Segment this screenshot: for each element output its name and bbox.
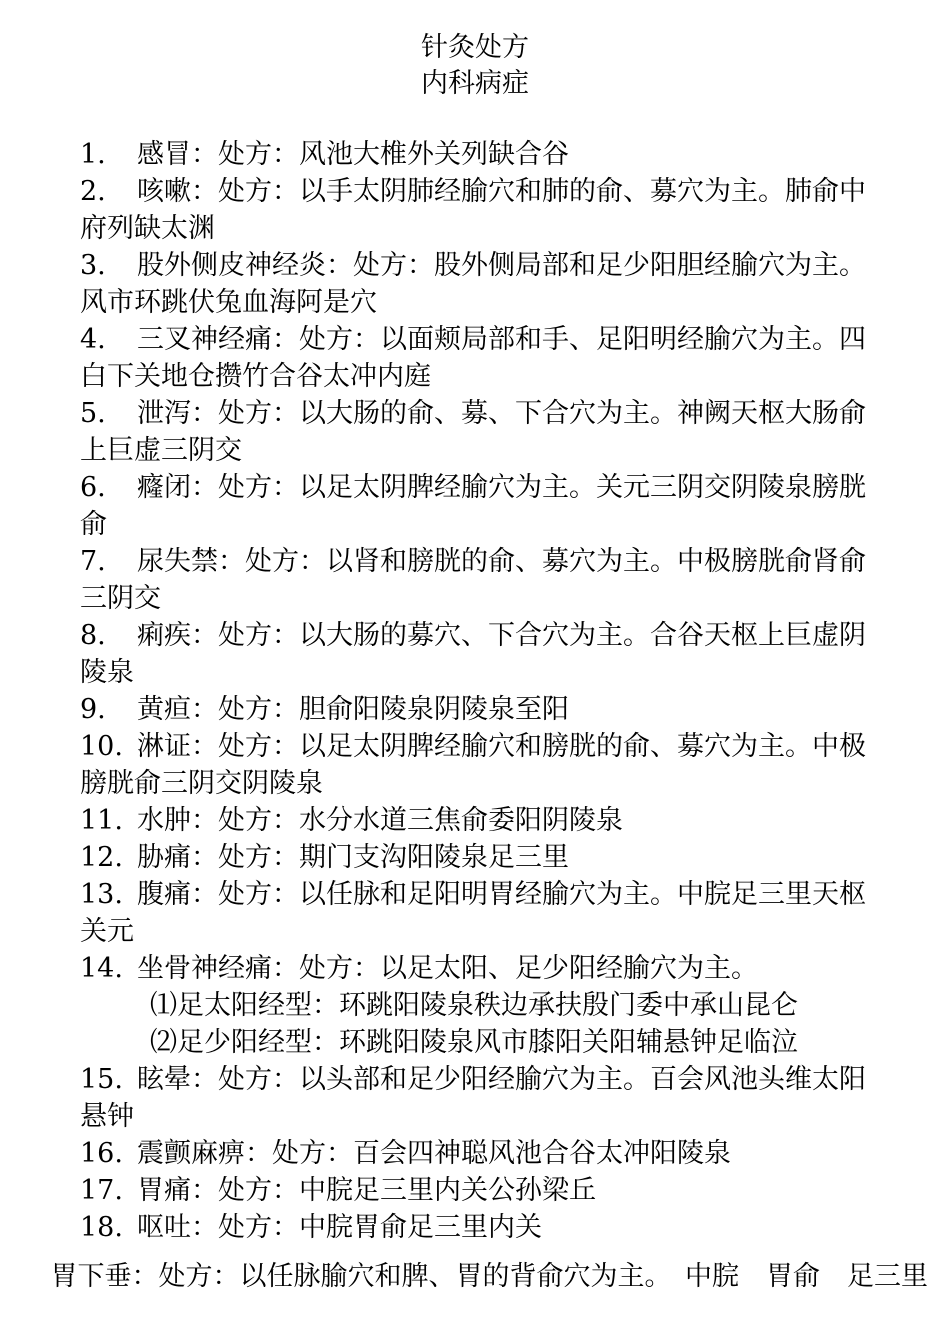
item-text: 水肿：处方：水分水道三焦俞委阳阴陵泉 <box>137 805 623 836</box>
list-item <box>80 1209 872 1246</box>
list-item <box>80 1172 872 1209</box>
document-subtitle: 内科病症 <box>421 68 529 99</box>
item-number: 8. <box>80 620 106 651</box>
list-item <box>80 1061 872 1135</box>
item-number: 15. <box>80 1064 123 1095</box>
item-number: 9. <box>80 694 106 725</box>
item-text: 黄疸：处方：胆俞阳陵泉阴陵泉至阳 <box>137 694 569 725</box>
list-item <box>80 728 872 802</box>
prescription-list <box>80 136 872 1246</box>
list-item <box>80 1135 872 1172</box>
item-number: 6. <box>80 472 106 503</box>
item-text: 咳嗽：处方：以手太阴肺经腧穴和肺的俞、募穴为主。肺俞中府列缺太渊 <box>80 176 866 244</box>
item-number: 3. <box>80 250 106 281</box>
list-item <box>80 173 872 247</box>
item-number: 1. <box>80 139 106 170</box>
list-item <box>80 469 872 543</box>
item-text: 腹痛：处方：以任脉和足阳明胃经腧穴为主。中脘足三里天枢关元 <box>80 879 866 947</box>
item-number: 12. <box>80 842 123 873</box>
document-title: 针灸处方 <box>421 32 529 63</box>
list-item <box>80 950 872 987</box>
item-number: 4. <box>80 324 106 355</box>
item-number: 11. <box>80 805 123 836</box>
item-number: 5. <box>80 398 106 429</box>
list-item <box>80 691 872 728</box>
sub-item: ⑵足少阳经型：环跳阳陵泉风市膝阳关阳辅悬钟足临泣 <box>150 1027 798 1058</box>
list-item <box>80 802 872 839</box>
item-text: 股外侧皮神经炎：处方：股外侧局部和足少阳胆经腧穴为主。风市环跳伏兔血海阿是穴 <box>80 250 866 318</box>
item-text: 痢疾：处方：以大肠的募穴、下合穴为主。合谷天枢上巨虚阴陵泉 <box>80 620 866 688</box>
item-number: 17. <box>80 1175 123 1206</box>
item-text: 三叉神经痛：处方：以面颊局部和手、足阳明经腧穴为主。四白下关地仓攒竹合谷太冲内庭 <box>80 324 866 392</box>
item-text: 尿失禁：处方：以肾和膀胱的俞、募穴为主。中极膀胱俞肾俞三阴交 <box>80 546 866 614</box>
item-text: 胁痛：处方：期门支沟阳陵泉足三里 <box>137 842 569 873</box>
item-number: 18. <box>80 1212 123 1243</box>
item-text: 泄泻：处方：以大肠的俞、募、下合穴为主。神阙天枢大肠俞上巨虚三阴交 <box>80 398 866 466</box>
item-text: 眩晕：处方：以头部和足少阳经腧穴为主。百会风池头维太阳悬钟 <box>80 1064 866 1132</box>
item-number: 14. <box>80 953 123 984</box>
item-number: 10. <box>80 731 123 762</box>
item-text: 感冒：处方：风池大椎外关列缺合谷 <box>137 139 569 170</box>
list-item <box>80 321 872 395</box>
item-text: 震颤麻痹：处方：百会四神聪风池合谷太冲阳陵泉 <box>137 1138 731 1169</box>
item-number: 7. <box>80 546 106 577</box>
title-block <box>0 30 950 102</box>
list-item <box>80 839 872 876</box>
item-text: 癃闭：处方：以足太阴脾经腧穴为主。关元三阴交阴陵泉膀胱俞 <box>80 472 866 540</box>
list-item <box>80 136 872 173</box>
item-number: 16. <box>80 1138 123 1169</box>
item-text: 呕吐：处方：中脘胃俞足三里内关 <box>137 1212 542 1243</box>
list-item <box>80 395 872 469</box>
cut-off-line: 胃下垂：处方：以任脉腧穴和脾、胃的背俞穴为主。 中脘 胃俞 足三里 <box>50 1261 928 1292</box>
item-number: 2. <box>80 176 106 207</box>
item-number: 13. <box>80 879 123 910</box>
item-text: 胃痛：处方：中脘足三里内关公孙梁丘 <box>137 1175 596 1206</box>
list-item <box>80 617 872 691</box>
list-item <box>80 247 872 321</box>
list-item <box>80 876 872 950</box>
sub-item: ⑴足太阳经型：环跳阳陵泉秩边承扶殷门委中承山昆仑 <box>150 990 798 1021</box>
item-text: 淋证：处方：以足太阴脾经腧穴和膀胱的俞、募穴为主。中极膀胱俞三阴交阴陵泉 <box>80 731 866 799</box>
list-item <box>80 543 872 617</box>
item-text: 坐骨神经痛：处方：以足太阳、足少阳经腧穴为主。 <box>137 953 758 984</box>
